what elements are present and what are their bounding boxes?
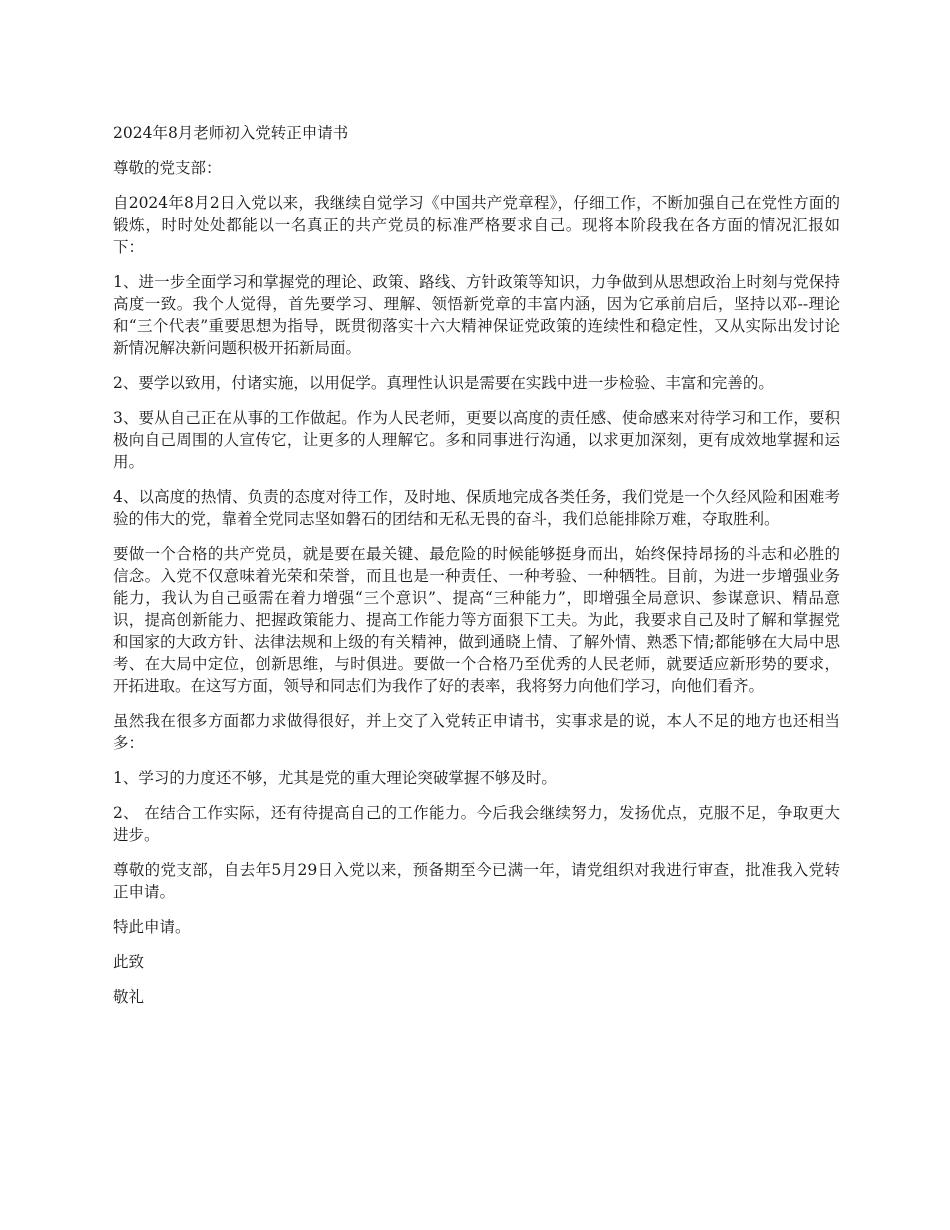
closing-jingli: 敬礼 [113, 988, 145, 1006]
paragraph: 自2024年8月2日入党以来，我继续自觉学习《中国共产党章程》，仔细工作，不断加强自己在党性方面的锻炼，时时处处都能以一名真正的共产党员的标准严格要求自己。现将本阶段我在各方面的情况汇报如下： [113, 194, 840, 256]
paragraph: 1、学习的力度还不够，尤其是党的重大理论突破掌握不够及时。 [113, 769, 557, 787]
paragraph: 尊敬的党支部，自去年5月29日入党以来，预备期至今已满一年，请党组织对我进行审查，批准我入党转正申请。 [113, 861, 840, 901]
closing-cizhi: 此致 [113, 953, 145, 971]
salutation: 尊敬的党支部： [113, 159, 222, 177]
paragraph: 3、要从自己正在从事的工作做起。作为人民老师，更要以高度的责任感、使命感来对待学习和工作，要积极向自己周围的人宣传它，让更多的人理解它。多和同事进行沟通，以求更加深刻，更有成效地掌握和运用。 [113, 409, 840, 471]
closing-request: 特此申请。 [113, 918, 191, 936]
paragraph: 1、进一步全面学习和掌握党的理论、政策、路线、方针政策等知识，力争做到从思想政治上时刻与党保持高度一致。我个人觉得，首先要学习、理解、领悟新党章的丰富内涵，因为它承前启后，坚持以邓--理论和“三个代表”重要思想为指导，既贯彻落实十六大精神保证党政策的连续性和稳定性，又从实际出发讨论新情况解决新问题积极开拓新局面。 [113, 273, 840, 357]
document-title: 2024年8月老师初入党转正申请书 [113, 124, 349, 142]
document-page [113, 122, 840, 1021]
paragraph: 4、以高度的热情、负责的态度对待工作，及时地、保质地完成各类任务，我们党是一个久经风险和困难考验的伟大的党，靠着全党同志坚如磐石的团结和无私无畏的奋斗，我们总能排除万难，夺取胜利。 [113, 488, 840, 528]
paragraph: 要做一个合格的共产党员，就是要在最关键、最危险的时候能够挺身而出，始终保持昂扬的斗志和必胜的信念。入党不仅意味着光荣和荣誉，而且也是一种责任、一种考验、一种牺牲。目前，为进一步增强业务能力，我认为自己亟需在着力增强“三个意识”、提高“三种能力”，即增强全局意识、参谋意识、精品意识，提高创新能力、把握政策能力、提高工作能力等方面狠下工夫。为此，我要求自己及时了解和掌握党和国家的大政方针、法律法规和上级的有关精神，做到通晓上情、了解外情、熟悉下情;都能够在大局中思考、在大局中定位，创新思维，与时俱进。要做一个合格乃至优秀的人民老师，就要适应新形势的要求，开拓进取。在这写方面，领导和同志们为我作了好的表率，我将努力向他们学习，向他们看齐。 [113, 545, 840, 695]
paragraph: 2、要学以致用，付诸实施，以用促学。真理性认识是需要在实践中进一步检验、丰富和完善的。 [113, 374, 774, 392]
paragraph: 2、 在结合工作实际，还有待提高自己的工作能力。今后我会继续努力，发扬优点，克服不足，争取更大进步。 [113, 804, 840, 844]
paragraph: 虽然我在很多方面都力求做得很好，并上交了入党转正申请书，实事求是的说，本人不足的地方也还相当多： [113, 712, 840, 752]
